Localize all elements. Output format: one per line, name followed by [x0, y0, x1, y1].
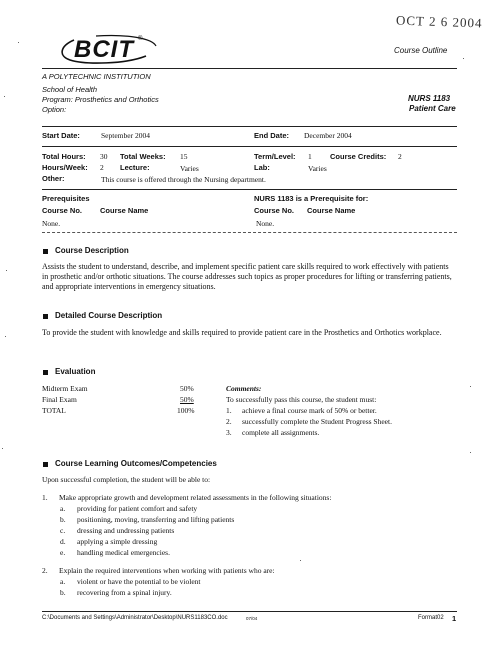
footer-small-code: 07/04 [246, 616, 258, 621]
course-description-bullet-icon [43, 249, 48, 254]
footer-file-path: C:\Documents and Settings\Administrator\Desktop\NURS1183CO.doc [42, 615, 228, 621]
outcome-2b-text: recovering from a spinal injury. [77, 588, 172, 597]
eval-row-final-label: Final Exam [42, 395, 77, 404]
prereq-for-col-course-name: Course Name [307, 206, 356, 215]
total-hours-value: 30 [100, 152, 108, 161]
other-value: This course is offered through the Nursing department. [101, 175, 266, 184]
comment-2-number: 2. [226, 417, 232, 426]
eval-row-total-value: 100% [177, 406, 195, 415]
comment-2-text: successfully complete the Student Progress Sheet. [242, 417, 392, 426]
comment-1-text: achieve a final course mark of 50% or better. [242, 406, 377, 415]
footer-format: Format02 [418, 615, 444, 621]
prereq-for-col-course-no: Course No. [254, 206, 295, 215]
institution-tagline: A POLYTECHNIC INSTITUTION [42, 72, 151, 81]
eval-row-final-value: 50% [180, 395, 194, 404]
lecture-value: Varies [180, 164, 199, 173]
outcome-1-text: Make appropriate growth and development related assessments in the following situations: [59, 493, 332, 502]
start-date-label: Start Date: [42, 131, 80, 140]
course-description-heading: Course Description [55, 246, 129, 255]
outcome-2-number: 2. [42, 566, 48, 575]
comment-1-number: 1. [226, 406, 232, 415]
header-rule [42, 68, 457, 69]
outcomes-bullet-icon [43, 462, 48, 467]
option-label: Option: [42, 105, 67, 114]
course-description-text: Assists the student to understand, describe, and implement specific patient care skills required to work effectively with patients in prosthetic and/or orthotic situations. The course addresses such topics as proper procedures for lifting or transferring patients, and appropriate interventions in emergency situations. [42, 262, 452, 291]
prereq-for-value: None. [256, 219, 275, 228]
outcome-1c-text: dressing and undressing patients [77, 526, 175, 535]
term-level-label: Term/Level: [254, 152, 296, 161]
comments-heading: Comments: [226, 384, 262, 393]
bcit-logo-text: BCIT [74, 36, 134, 63]
lecture-label: Lecture: [120, 163, 150, 172]
detailed-description-bullet-icon [43, 314, 48, 319]
total-hours-label: Total Hours: [42, 152, 86, 161]
start-date-value: September 2004 [101, 131, 150, 140]
course-info-mid-rule [42, 146, 457, 147]
hours-per-week-value: 2 [100, 163, 104, 172]
outcome-1d-letter: d. [60, 537, 66, 546]
total-weeks-value: 15 [180, 152, 188, 161]
hours-per-week-label: Hours/Week: [42, 163, 88, 172]
eval-row-midterm-value: 50% [180, 384, 194, 393]
received-stamp: OCT 2 6 2004 [395, 12, 483, 31]
program-name: Program: Prosthetics and Orthotics [42, 95, 159, 104]
prereq-col-course-name: Course Name [100, 206, 149, 215]
end-date-label: End Date: [254, 131, 290, 140]
detailed-description-text: To provide the student with knowledge and skills required to provide patient care in the Prosthetics and Orthotics workplace. [42, 328, 442, 337]
course-credits-value: 2 [398, 152, 402, 161]
footer-rule [42, 611, 457, 612]
outcome-1b-text: positioning, moving, transferring and lifting patients [77, 515, 235, 524]
document-type: Course Outline [394, 46, 448, 55]
prereq-bottom-rule [42, 232, 457, 233]
bcit-logo-registered: ® [138, 36, 143, 42]
course-info-top-rule [42, 126, 457, 127]
outcome-1a-letter: a. [60, 504, 66, 513]
evaluation-bullet-icon [43, 370, 48, 375]
prereq-col-course-no: Course No. [42, 206, 83, 215]
comments-intro: To successfully pass this course, the student must: [226, 395, 377, 404]
comment-3-number: 3. [226, 428, 232, 437]
outcome-1d-text: applying a simple dressing [77, 537, 158, 546]
term-level-value: 1 [308, 152, 312, 161]
outcome-1a-text: providing for patient comfort and safety [77, 504, 198, 513]
footer-page-number: 1 [452, 614, 457, 623]
outcome-1b-letter: b. [60, 515, 66, 524]
comment-3-text: complete all assignments. [242, 428, 320, 437]
lab-value: Varies [308, 164, 327, 173]
prereq-for-heading: NURS 1183 is a Prerequisite for: [254, 194, 369, 203]
eval-row-total-label: TOTAL [42, 406, 66, 415]
eval-row-midterm-label: Midterm Exam [42, 384, 88, 393]
outcome-2a-text: violent or have the potential to be violent [77, 577, 201, 586]
school-name: School of Health [42, 85, 98, 94]
total-weeks-label: Total Weeks: [120, 152, 166, 161]
course-credits-label: Course Credits: [330, 152, 387, 161]
other-label: Other: [42, 174, 65, 183]
lab-label: Lab: [254, 163, 270, 172]
outcome-1c-letter: c. [60, 526, 66, 535]
outcome-1-number: 1. [42, 493, 48, 502]
outcomes-heading: Course Learning Outcomes/Competencies [55, 459, 217, 468]
detailed-description-heading: Detailed Course Description [55, 311, 163, 320]
outcome-1e-text: handling medical emergencies. [77, 548, 170, 557]
outcome-2-text: Explain the required interventions when working with patients who are: [59, 566, 275, 575]
prereq-top-rule [42, 189, 457, 190]
course-code: NURS 1183 [408, 94, 451, 103]
outcome-2b-letter: b. [60, 588, 66, 597]
course-title: Patient Care [409, 104, 456, 113]
prereq-heading: Prerequisites [42, 194, 90, 203]
bcit-logo [56, 32, 166, 70]
outcomes-intro: Upon successful completion, the student will be able to: [42, 475, 211, 484]
outcome-1e-letter: e. [60, 548, 66, 557]
outcome-2a-letter: a. [60, 577, 66, 586]
end-date-value: December 2004 [304, 131, 352, 140]
evaluation-heading: Evaluation [55, 367, 96, 376]
prereq-value: None. [42, 219, 61, 228]
